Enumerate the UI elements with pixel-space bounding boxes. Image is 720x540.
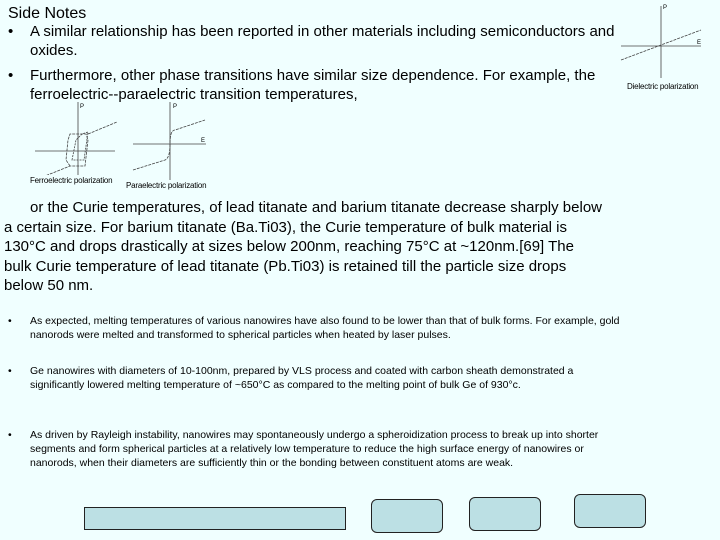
paraelectric-caption: Paraelectric polarization [126,181,207,190]
svg-text:E: E [697,40,702,46]
bullet-text: Ge nanowires with diameters of 10-100nm, prepared by VLS process and coated with carbon sheath demonstrated a significantly lowered melting temperature of ~650°C as compared to the melting point of bulk Ge of 930°c. [30,365,574,391]
bullet-icon: • [8,23,14,40]
dielectric-diagram [618,2,708,82]
body-paragraph [4,198,604,296]
nav-button-2[interactable] [469,497,541,531]
page-title: Side Notes [8,5,87,22]
paragraph-text: or the Curie temperatures, of lead titanate and barium titanate decrease sharply below a certain size. For barium titanate (Ba.Ti03), the Curie temperature of bulk material is 130°C and drops drastically at sizes below 200nm, reaching 75°C at ~120nm.[69] The bulk Curie temperature of lead titanate (Pb.Ti03) is retained till the particle size drops below 50 nm. [4,199,602,294]
bullet-text: Furthermore, other phase transitions have similar size dependence. For example, the ferroelectric--paraelectric transition temperatures, [30,67,596,103]
nav-button-1[interactable] [371,499,443,533]
nav-bar-button[interactable] [84,507,346,530]
ferroelectric-hysteresis-diagram [30,100,120,175]
svg-text:P: P [663,5,668,11]
dielectric-caption: Dielectric polarization [627,82,699,91]
nav-button-3[interactable] [574,494,646,528]
ferroelectric-caption: Ferroelectric polarization [30,176,113,185]
svg-text:P: P [173,104,178,110]
bullet-icon: • [8,365,12,377]
bullet-text: As expected, melting temperatures of various nanowires have also found to be lower than that of bulk forms. For example, gold nanorods were melted and transformed to spherical particles when heated by laser pulses. [30,315,620,341]
paraelectric-diagram [130,100,210,180]
svg-text:P: P [80,104,85,110]
bullet-icon: • [8,315,12,327]
bullet-text: As driven by Rayleigh instability, nanowires may spontaneously undergo a spheroidization process to break up into shorter segments and form spherical particles at a relatively low temperature to reduce the high surface energy of nanowires or nanorods, when their diameters are sufficiently thin or the bonding between constituent atoms are weak. [30,429,599,469]
svg-text:E: E [201,138,206,144]
bullet-icon: • [8,67,14,84]
bullet-icon: • [8,429,12,441]
bullet-text: A similar relationship has been reported in other materials including semiconductors and oxides. [30,23,615,59]
